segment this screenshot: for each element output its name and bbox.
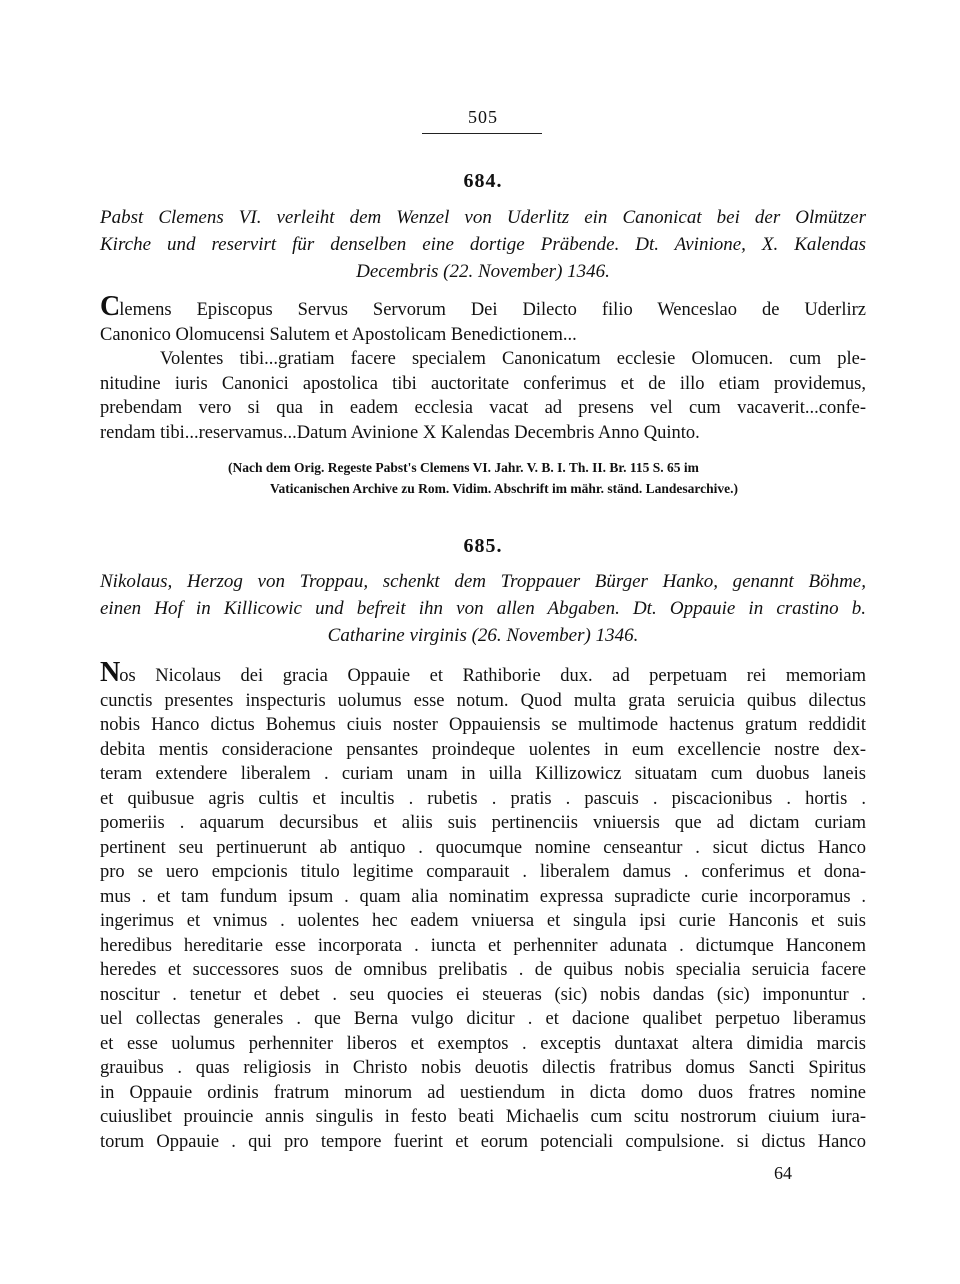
- text-line: debita mentis consideracione pensantes proindeque uolentes in eum excellencie nostre dex-: [100, 739, 866, 760]
- text-line: pro se uero empcionis titulo legitime comparauit . liberalem damus . conferimus et dona-: [100, 862, 866, 882]
- text-line: lemens Episcopus Servus Servorum Dei Dilecto filio Wenceslao de Uderlirz: [119, 300, 866, 320]
- regest-line: einen Hof in Killicowic und befreit ihn von allen Abgaben. Dt. Oppauie in crastino b.: [100, 598, 866, 619]
- text-line: heredibus hereditarie esse incorporata . iuncta et perhenniter adunata . dictumque Hanconem: [100, 935, 866, 956]
- initial-letter: N: [100, 657, 120, 688]
- regest-line: Decembris (22. November) 1346.: [356, 261, 610, 282]
- text-line: torum Oppauie . qui pro tempore fuerint et eorum potenciali compulsione. si dictus Hanco: [100, 1131, 866, 1152]
- text-line: in Oppauie ordinis fratrum minorum ad uestiendum in dicta domo duos fratres nomine: [100, 1082, 866, 1103]
- text-line: uel collectas generales . que Berna vulgo dicitur . et dacione qualibet perpetuo liberamus: [100, 1009, 866, 1029]
- sheet-signature: 64: [774, 1163, 792, 1183]
- text-line: Volentes tibi...gratiam facere specialem Canonicatum ecclesie Olomucen. cum ple-: [160, 349, 866, 369]
- doc-684-source-note: [100, 457, 866, 499]
- note-line: Vaticanischen Archive zu Rom. Vidim. Abschrift im mähr. ständ. Landesarchive.): [270, 481, 739, 496]
- text-line: teram extendere liberalem . curiam unam in uilla Killizowicz situatam cum duobus laneis: [100, 764, 866, 784]
- text-line: rendam tibi...reservamus...Datum Avinione X Kalendas Decembris Anno Quinto.: [100, 422, 700, 443]
- header-rule: [422, 133, 542, 134]
- text-line: Canonico Olomucensi Salutem et Apostolicam Benedictionem...: [100, 324, 577, 345]
- initial-letter: C: [100, 291, 120, 322]
- text-line: cuiuslibet prouincie annis singulis in festo beati Michaelis cum scitu nostrorum ciuium iura-: [100, 1107, 866, 1127]
- regest-line: Pabst Clemens VI. verleiht dem Wenzel von Uderlitz ein Canonicat bei der Olmützer: [100, 207, 866, 228]
- text-line: os Nicolaus dei gracia Oppauie et Rathiborie dux. ad perpetuam rei memoriam: [119, 666, 866, 686]
- doc-685-text: [100, 657, 866, 1154]
- doc-684-number: 684.: [463, 170, 503, 192]
- doc-684-text: [100, 291, 866, 445]
- page-number: 505: [468, 107, 498, 127]
- text-line: ingerimus et vnimus . uolentes hec eadem vniuersa et singula ipsi curie Hanconis et suis: [100, 911, 866, 931]
- doc-684-regest: [100, 204, 866, 285]
- doc-685-number: 685.: [463, 535, 503, 557]
- text-line: et esse uolumus perhenniter liberos et exemptos . exceptis duntaxat altera dimidia marcis: [100, 1033, 866, 1054]
- doc-685-regest: [100, 568, 866, 649]
- text-line: cunctis presentes inspecturis uolumus esse notum. Quod multa grata seruicia quibus dilectus: [100, 690, 866, 711]
- note-line: (Nach dem Orig. Regeste Pabst's Clemens VI. Jahr. V. B. I. Th. II. Br. 115 S. 65 im: [228, 460, 699, 475]
- text-line: et quibusue agris cultis et incultis . rubetis . pratis . pascuis . piscacionibus . hortis .: [100, 788, 866, 809]
- text-line: nitudine iuris Canonici apostolica tibi auctoritate conferimus et de illo etiam providemus,: [100, 373, 866, 394]
- text-line: pomeriis . aquarum decursibus et aliis suis pertinenciis vniuersis que ad dictam curiam: [100, 813, 866, 833]
- text-line: mus . et tam fundum ipsum . quam alia nominatim expressa supradicte curie incorporamus .: [100, 886, 866, 907]
- text-line: prebendam vero si qua in eadem ecclesia vacat ad presens vel cum vacaverit...confe-: [100, 398, 866, 418]
- text-line: noscitur . tenetur et debet . seu quocies ei steueras (sic) nobis dandas (sic) imponuntur .: [100, 984, 866, 1005]
- regest-line: Catharine virginis (26. November) 1346.: [327, 625, 639, 646]
- regest-line: Kirche und reservirt für denselben eine dortige Präbende. Dt. Avinione, X. Kalendas: [100, 234, 866, 255]
- text-line: grauibus . quas religiosis in Christo nobis deuotis dilectis fratribus domus Sancti Spiritus: [100, 1058, 866, 1078]
- regest-line: Nikolaus, Herzog von Troppau, schenkt dem Troppauer Bürger Hanko, genannt Böhme,: [100, 571, 866, 592]
- text-line: heredes et successores suos de omnibus prelibatis . de quibus nobis specialia seruicia facere: [100, 960, 866, 980]
- text-line: pertinent seu pertinuerunt ab antiquo . quocumque nomine censeantur . sicut dictus Hanco: [100, 837, 866, 858]
- text-line: nobis Hanco dictus Bohemus ciuis noster Oppauiensis se multimode hactenus gratum reddidit: [100, 715, 866, 735]
